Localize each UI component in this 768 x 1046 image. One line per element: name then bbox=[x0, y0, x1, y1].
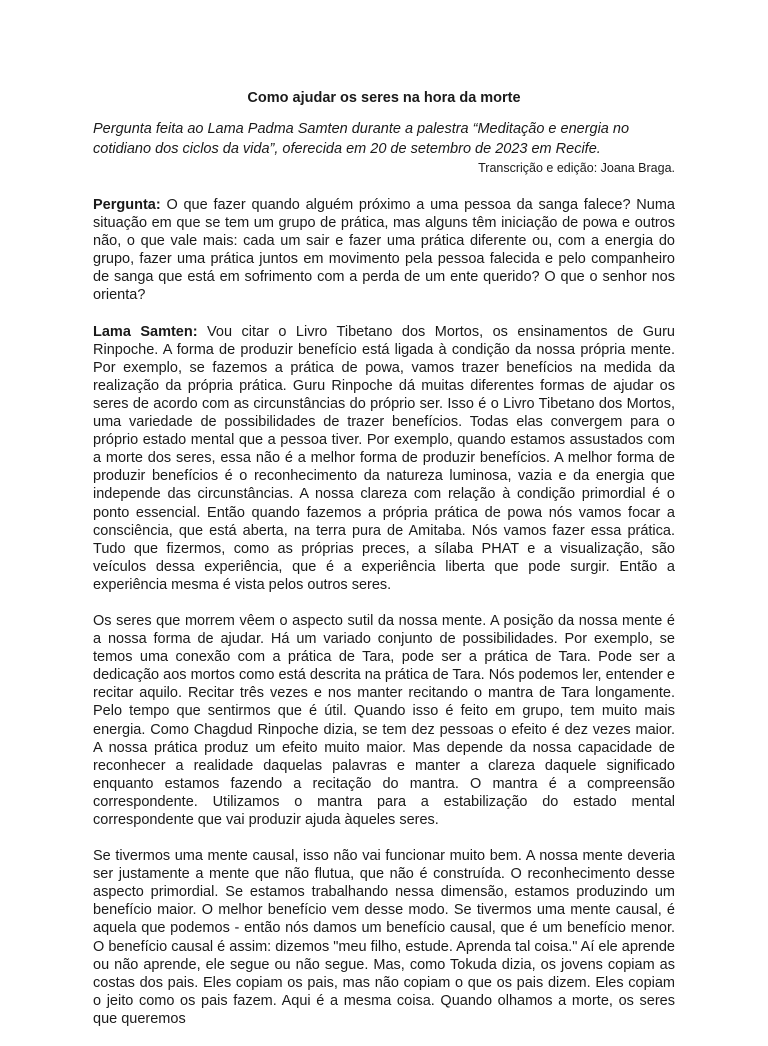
document-title: Como ajudar os seres na hora da morte bbox=[247, 90, 521, 106]
body-paragraph-4: Se tivermos uma mente causal, isso não vai funcionar muito bem. A nossa mente deveria ser justamente a mente que não flutua, que não é construída. O reconhecimento desse aspecto primordial. Se estamos trabalhando nessa dimensão, estamos produzindo um benefício maior. O melhor benefício vem desse modo. Se tivermos uma mente causal, é aquela que podemos - então nós damos um benefício causal, que é um benefício menor. O benefício causal é assim: dizemos "meu filho, estude. Aprenda tal coisa." Aí ele aprende ou não aprende, ele segue ou não segue. Mas, como Tokuda dizia, os jovens copiam as costas dos pais. Eles copiam os pais, mas não copiam o que os pais dizem. Eles copiam o jeito como os pais fazem. Aqui é a mesma coisa. Quando olhamos a morte, os seres que queremos bbox=[93, 848, 675, 1027]
transcription-credit: Transcrição e edição: Joana Braga. bbox=[478, 161, 675, 175]
question-text: O que fazer quando alguém próximo a uma pessoa da sanga falece? Numa situação em que se tem um grupo de prática, mas alguns têm iniciação de powa e outros não, o que vale mais: cada um sair e fazer uma prática diferente ou, com a energia do grupo, fazer uma prática juntos em movimento pela pessoa falecida e pelo companheiro de sanga que está em sofrimento com a perda de um ente querido? O que o senhor nos orienta? bbox=[93, 197, 675, 304]
answer-speaker-label: Lama Samten: bbox=[93, 323, 198, 340]
answer-text: Vou citar o Livro Tibetano dos Mortos, os ensinamentos de Guru Rinpoche. A forma de produzir benefício está ligada à condição da nossa própria mente. Por exemplo, se fazemos a prática de powa, vamos trazer benefícios na medida da realização da própria prática. Guru Rinpoche dá muitas diferentes formas de ajudar os seres de acordo com as circunstâncias do próprio ser. Isso é o Livro Tibetano dos Mortos, uma variedade de possibilidades de trazer benefícios. Todas elas convergem para o próprio estado mental que a pessoa tiver. Por exemplo, quando estamos assustados com a morte dos seres, essa não é a melhor forma de produzir benefícios. A melhor forma de produzir benefícios é o reconhecimento da natureza luminosa, vazia e da energia que independe das circunstâncias. A nossa clareza com relação à condição primordial é o ponto essencial. Então quando fazemos a própria prática de powa nós vamos focar a consciência, que está aberta, na terra pura de Amitaba. Nós vamos fazer essa prática. Tudo que fizermos, como as próprias preces, a sílaba PHAT e a visualização, são veículos dessa experiência, que é a experiência liberta que pode surgir. Então a experiência mesma é vista pelos outros seres. bbox=[93, 323, 675, 593]
question-paragraph bbox=[93, 196, 675, 305]
document-page bbox=[93, 88, 675, 1046]
answer-paragraph bbox=[93, 323, 675, 594]
question-speaker-label: Pergunta: bbox=[93, 197, 161, 213]
body-paragraph-3: Os seres que morrem vêem o aspecto sutil da nossa mente. A posição da nossa mente é a nossa forma de ajudar. Há um variado conjunto de possibilidades. Por exemplo, se temos uma conexão com a prática de Tara, pode ser a prática de Tara. Pode ser a dedicação aos mortos como está descrita na prática de Tara. Nós podemos ler, entender e recitar aquilo. Recitar três vezes e nos manter recitando o mantra de Tara longamente. Pelo tempo que sentirmos que é útil. Quando isso é feito em grupo, tem muito mais energia. Como Chagdud Rinpoche dizia, se tem dez pessoas o efeito é dez vezes maior. A nossa prática produz um efeito muito maior. Mas depende da nossa capacidade de reconhecer a realidade daquelas palavras e manter a clareza daquele significado enquanto estamos fazendo a recitação do mantra. O mantra é a compreensão correspondente. Utilizamos o mantra para a estabilização do estado mental correspondente que vai produzir ajuda àqueles seres. bbox=[93, 612, 675, 828]
intro-text: Pergunta feita ao Lama Padma Samten durante a palestra “Meditação e energia no cotidiano dos ciclos da vida”, oferecida em 20 de setembro de 2023 em Recife. bbox=[93, 121, 630, 157]
